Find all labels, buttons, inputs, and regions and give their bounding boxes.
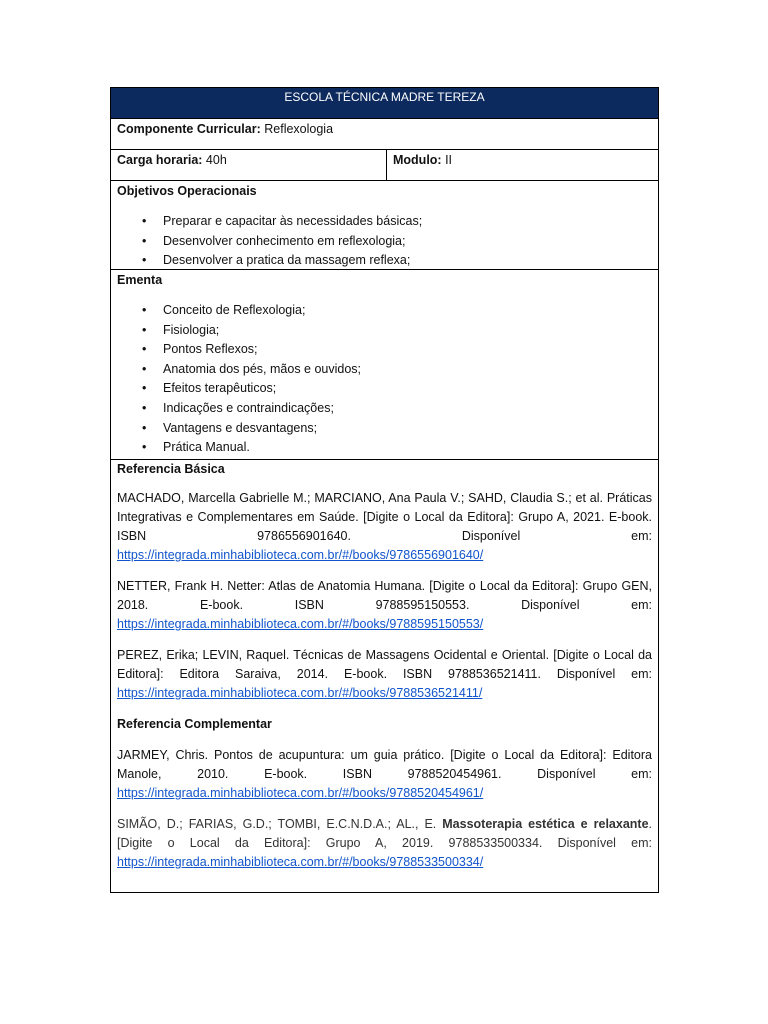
reference-text: SIMÃO, D.; FARIAS, G.D.; TOMBI, E.C.N.D.A.; AL., E. — [117, 817, 443, 831]
reference-text: NETTER, Frank H. Netter: Atlas de Anatomia Humana. [Digite o Local da Editora]: Grupo GEN, 2018. E-book. ISBN 9788595150553. Disponível em: — [117, 579, 652, 612]
list-item: • Vantagens e desvantagens; — [163, 419, 652, 439]
reference-link[interactable]: https://integrada.minhabiblioteca.com.br/#/books/9788520454961/ — [117, 786, 484, 800]
list-item: • Indicações e contraindicações; — [163, 399, 652, 419]
complementar-title: Referencia Complementar — [117, 717, 272, 731]
ementa-list — [117, 289, 652, 458]
reference-jarmey — [117, 746, 652, 803]
reference-link[interactable]: https://integrada.minhabiblioteca.com.br/#/books/9788533500334/ — [117, 855, 484, 869]
reference-perez — [117, 646, 652, 703]
modulo-label: Modulo: — [393, 153, 442, 167]
reference-simao — [117, 815, 652, 872]
carga-cell — [111, 150, 387, 180]
objetivos-cell — [111, 181, 658, 271]
modulo-value: II — [441, 153, 453, 167]
reference-text: MACHADO, Marcella Gabrielle M.; MARCIANO, Ana Paula V.; SAHD, Claudia S.; et al. Práticas Integrativas e Complementares em Saúde. [Digite o Local da Editora]: Grupo A, 2021. E-book. ISBN 9786556901640. Disponível em: — [117, 491, 652, 543]
reference-text: PEREZ, Erika; LEVIN, Raquel. Técnicas de Massagens Ocidental e Oriental. [Digite o Local da Editora]: Editora Saraiva, 2014. E-book. ISBN 9788536521411. Disponível em: — [117, 648, 652, 681]
list-item: • Pontos Reflexos; — [163, 340, 652, 360]
list-item: • Desenvolver a pratica da massagem reflexa; — [163, 251, 652, 271]
ementa-title: Ementa — [117, 273, 163, 287]
list-item: • Preparar e capacitar às necessidades básicas; — [163, 212, 652, 232]
list-item: • Fisiologia; — [163, 321, 652, 341]
reference-netter — [117, 577, 652, 634]
reference-machado — [117, 489, 652, 565]
list-item: • Prática Manual. — [163, 438, 652, 458]
list-item: • Anatomia dos pés, mãos e ouvidos; — [163, 360, 652, 380]
list-item: • Efeitos terapêuticos; — [163, 379, 652, 399]
list-item: • Conceito de Reflexologia; — [163, 301, 652, 321]
ementa-cell — [111, 270, 658, 458]
references-row — [111, 460, 658, 892]
componente-label: Componente Curricular: — [117, 122, 261, 136]
carga-value: 40h — [202, 153, 227, 167]
carga-label: Carga horaria: — [117, 153, 203, 167]
objetivos-list — [117, 200, 652, 271]
course-plan-table — [110, 87, 659, 893]
school-title: ESCOLA TÉCNICA MADRE TEREZA — [111, 88, 658, 119]
objetivos-row — [111, 181, 658, 270]
reference-link[interactable]: https://integrada.minhabiblioteca.com.br/#/books/9788536521411/ — [117, 686, 483, 700]
carga-modulo-row — [111, 150, 658, 181]
componente-cell — [111, 119, 658, 138]
ementa-row — [111, 270, 658, 460]
componente-row — [111, 119, 658, 150]
modulo-cell — [387, 150, 658, 180]
componente-value: Reflexologia — [260, 122, 334, 136]
reference-text: JARMEY, Chris. Pontos de acupuntura: um guia prático. [Digite o Local da Editora]: Editora Manole, 2010. E-book. ISBN 9788520454961. Disponível em: — [117, 748, 652, 781]
objetivos-title: Objetivos Operacionais — [117, 184, 257, 198]
list-item: • Desenvolver conhecimento em reflexologia; — [163, 232, 652, 252]
reference-title-bold: Massoterapia estética e relaxante — [442, 817, 649, 831]
basica-title: Referencia Básica — [117, 462, 225, 476]
references-cell — [111, 460, 658, 892]
reference-link[interactable]: https://integrada.minhabiblioteca.com.br/#/books/9788595150553/ — [117, 617, 484, 631]
reference-link[interactable]: https://integrada.minhabiblioteca.com.br/#/books/9786556901640/ — [117, 548, 484, 562]
reference-text: . [Digite o Local da Editora]: Grupo A, 2019. 9788533500334. Disponível em: — [117, 817, 653, 850]
